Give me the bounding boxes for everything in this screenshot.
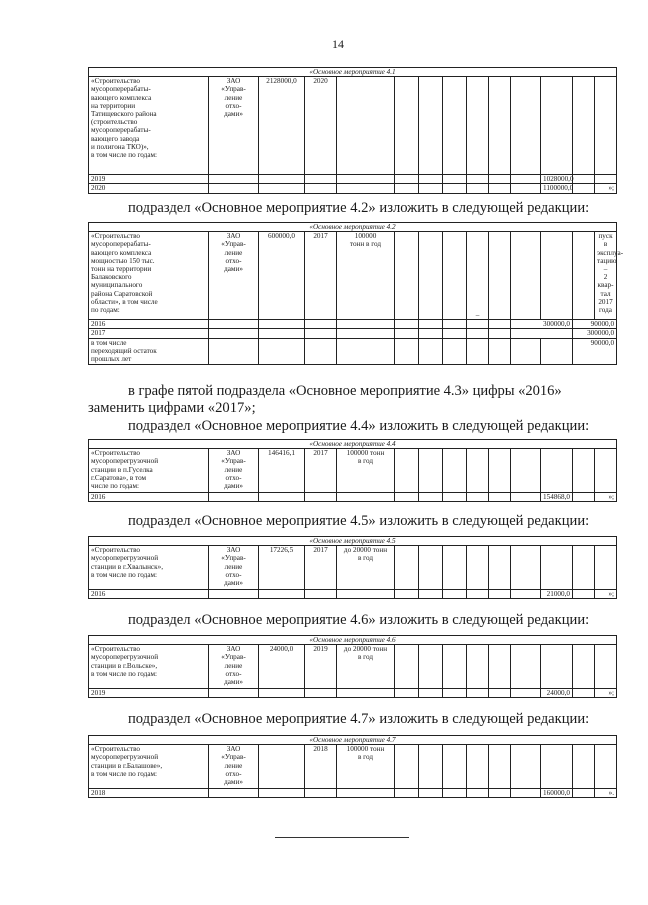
row-value-a (511, 329, 573, 338)
capacity: 100000 тонн в год (337, 449, 395, 493)
capacity: до 20000 тонн в год (337, 546, 395, 590)
completion-year: 2017 (305, 232, 337, 320)
estimated-cost: 146416,1 (259, 449, 305, 493)
paragraph-4-3-line2: заменить цифрами «2017»; (88, 400, 256, 416)
table-title: «Основное мероприятие 4.2 (89, 223, 617, 232)
responsible-org: ЗАО «Управ- ление отхо- дами» (209, 745, 259, 789)
row-value: 160000,0 (541, 789, 573, 798)
table-measure-4-4 (88, 439, 617, 502)
estimated-cost: 24000,0 (259, 645, 305, 689)
paragraph-4-2: подраздел «Основное мероприятие 4.2» изложить в следующей редакции: (128, 200, 590, 216)
measure-description: «Строительство мусороперегрузочной станции в г.Вольске», в том числе по годам: (89, 645, 209, 689)
row-year: 2019 (89, 689, 209, 698)
footer-separator-line (275, 837, 409, 838)
table-measure-4-2 (88, 222, 624, 365)
paragraph-4-5: подраздел «Основное мероприятие 4.5» изложить в следующей редакции: (128, 513, 590, 529)
table-title: «Основное мероприятие 4.6 (89, 636, 617, 645)
table-title: «Основное мероприятие 4.1 (89, 68, 617, 77)
row-value-b: 300000,0 (573, 329, 617, 338)
row-end: ». (595, 789, 617, 798)
paragraph-4-7: подраздел «Основное мероприятие 4.7» изложить в следующей редакции: (128, 711, 590, 727)
table-measure-4-6 (88, 635, 617, 698)
row-year: 2017 (89, 329, 209, 338)
measure-description: «Строительство мусороперегрузочной станции в г.Хвалынск», в том числе по годам: (89, 546, 209, 590)
estimated-cost: 600000,0 (259, 232, 305, 320)
row-value: 24000,0 (541, 689, 573, 698)
row-value-b: 90000,0 (573, 320, 617, 329)
row-end: »; (595, 493, 617, 502)
page-number: 14 (332, 37, 344, 51)
row-year: 2016 (89, 590, 209, 599)
completion-year: 2019 (305, 645, 337, 689)
responsible-org: ЗАО «Управ- ление отхо- дами» (209, 449, 259, 493)
completion-year: 2017 (305, 546, 337, 590)
row-value: 21000,0 (541, 590, 573, 599)
row-value-a: 300000,0 (511, 320, 573, 329)
paragraph-4-3-line1: в графе пятой подраздела «Основное мероприятие 4.3» цифры «2016» (128, 383, 562, 399)
table-measure-4-5 (88, 536, 617, 599)
paragraph-4-6: подраздел «Основное мероприятие 4.6» изложить в следующей редакции: (128, 612, 590, 628)
measure-description: «Строительство мусороперегрузочной станции в г.Балашове», в том числе по годам: (89, 745, 209, 789)
row-year: 2019 (89, 175, 209, 184)
row-year: 2018 (89, 789, 209, 798)
table-measure-4-1 (88, 67, 617, 194)
estimated-cost (259, 745, 305, 789)
responsible-org: ЗАО «Управ- ление отхо- дами» (209, 232, 259, 320)
paragraph-4-4: подраздел «Основное мероприятие 4.4» изложить в следующей редакции: (128, 418, 590, 434)
measure-description: «Строительство мусороперегрузочной станции в п.Гуселка г.Саратова», в том числе по годам: (89, 449, 209, 493)
row-value: 1028000,0 (541, 175, 573, 184)
completion-year: 2017 (305, 449, 337, 493)
table-title: «Основное мероприятие 4.4 (89, 440, 617, 449)
capacity: 100000 тонн в год (337, 745, 395, 789)
row-year: 2016 (89, 320, 209, 329)
responsible-org: ЗАО «Управ- ление отхо- дами» (209, 645, 259, 689)
completion-year: 2020 (305, 77, 337, 175)
commissioning-note: пуск в эксплуа- тацию – 2 квар- тал 2017 года (595, 232, 617, 320)
carryover-description: в том числе переходящий остаток прошлых лет (89, 338, 209, 364)
carryover-value: 90000,0 (573, 338, 617, 364)
capacity: 100000 тонн в год (337, 232, 395, 320)
table-measure-4-7 (88, 735, 617, 798)
row-end: »; (595, 590, 617, 599)
row-value: 154868,0 (541, 493, 573, 502)
completion-year: 2018 (305, 745, 337, 789)
row-year: 2016 (89, 493, 209, 502)
measure-description: «Строительство мусороперерабаты- вающего комплекса на территории Татищевского района (строительство мусороперерабаты- вающего завода и полигона ТКО)», в том числе по годам: (89, 77, 209, 175)
dash-mark: – (467, 232, 489, 320)
responsible-org: ЗАО «Управ- ление отхо- дами» (209, 546, 259, 590)
capacity: до 20000 тонн в год (337, 645, 395, 689)
capacity (337, 77, 395, 175)
row-year: 2020 (89, 184, 209, 193)
measure-description: «Строительство мусороперерабаты- вающего комплекса мощностью 150 тыс. тонн на территории Балаковского муниципального района Саратовской области», в том числе по годам: (89, 232, 209, 320)
row-value: 1100000,0 (541, 184, 573, 193)
responsible-org: ЗАО «Управ- ление отхо- дами» (209, 77, 259, 175)
row-end: »; (595, 184, 617, 193)
estimated-cost: 17226,5 (259, 546, 305, 590)
row-end (595, 175, 617, 184)
table-title: «Основное мероприятие 4.7 (89, 736, 617, 745)
row-end: »; (595, 689, 617, 698)
table-title: «Основное мероприятие 4.5 (89, 537, 617, 546)
estimated-cost: 2128000,0 (259, 77, 305, 175)
